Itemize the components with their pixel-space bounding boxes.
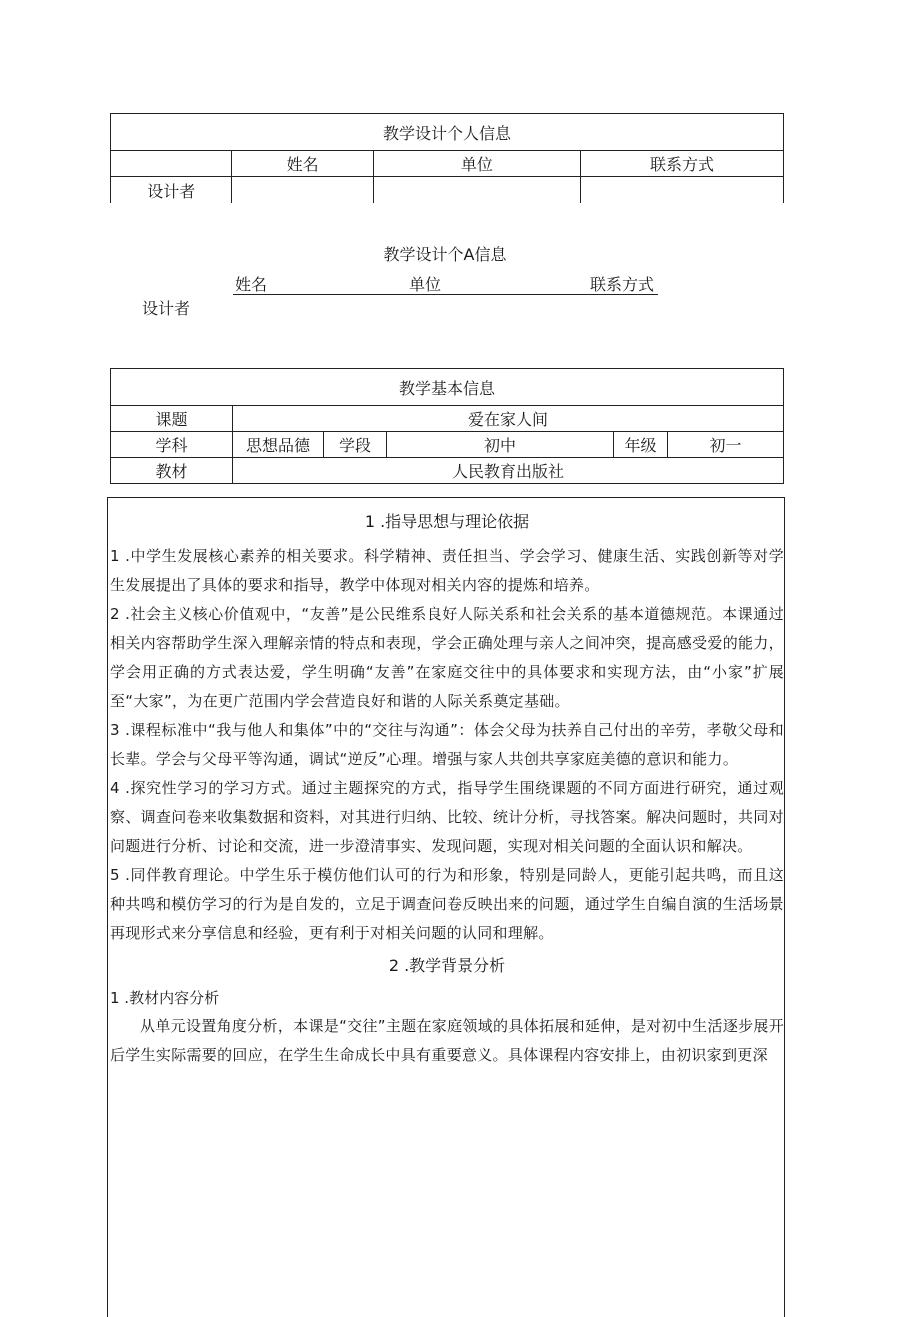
subject-label: 学科	[111, 432, 233, 458]
header-name: 姓名	[232, 151, 373, 177]
empty-header-cell	[111, 151, 232, 177]
header-contact: 联系方式	[580, 151, 783, 177]
grade-label: 年级	[614, 432, 668, 458]
designer-name-cell	[232, 177, 373, 204]
section1-paragraph-3: 3 .课程标准中“我与他人和集体”中的“交往与沟通”：体会父母为扶养自己付出的辛劳，孝敬父母和长辈。学会与父母平等沟通，调试“逆反”心理。增强与家人共创共享家庭美德的意识和能力。	[110, 721, 784, 768]
grade-value: 初一	[668, 432, 784, 458]
plain-header-contact: 联系方式	[590, 275, 655, 294]
plain-header-name: 姓名	[235, 275, 268, 294]
section1-heading: 1 .指导思想与理论依据	[364, 512, 530, 531]
personal-info-plain	[0, 240, 920, 320]
topic-value: 爱在家人间	[233, 406, 784, 432]
section2-subheading: 1 .教材内容分析	[110, 989, 220, 1007]
content-box	[107, 497, 785, 1317]
section2-heading: 2 .教学背景分析	[388, 956, 506, 975]
designer-contact-cell	[580, 177, 783, 204]
section1-paragraph-4: 4 .探究性学习的学习方式。通过主题探究的方式，指导学生围绕课题的不同方面进行研究，通过观察、调查问卷来收集数据和资料，对其进行归纳、比较、统计分析，寻找答案。解决问题时，共同对问题进行分析、讨论和交流，进一步澄清事实、发现问题，实现对相关问题的全面认识和解决。	[110, 779, 784, 855]
personal-info-title: 教学设计个人信息	[111, 114, 784, 151]
basic-info-title: 教学基本信息	[111, 369, 784, 406]
personal-info-plain-title: 教学设计个A信息	[383, 245, 507, 264]
stage-label: 学段	[324, 432, 387, 458]
section2-paragraph: 从单元设置角度分析，本课是“交往”主题在家庭领域的具体拓展和延伸，是对初中生活逐步展开后学生实际需要的回应，在学生生命成长中具有重要意义。具体课程内容安排上，由初识家到更深	[110, 1017, 784, 1064]
plain-designer-label: 设计者	[142, 299, 191, 318]
section1-paragraph-1: 1 .中学生发展核心素养的相关要求。科学精神、责任担当、学会学习、健康生活、实践创新等对学生发展提出了具体的要求和指导，教学中体现对相关内容的提炼和培养。	[110, 547, 784, 594]
designer-label: 设计者	[111, 177, 232, 204]
section1-paragraph-2: 2 .社会主义核心价值观中，“友善”是公民维系良好人际关系和社会关系的基本道德规范。本课通过相关内容帮助学生深入理解亲情的特点和表现，学会正确处理与亲人之间冲突，提高感受爱的能力，学会用正确的方式表达爱，学生明确“友善”在家庭交往中的具体要求和实现方法，由“小家”扩展至“大家”，为在更广范围内学会营造良好和谐的人际关系奠定基础。	[110, 605, 784, 710]
personal-info-plain-header	[233, 272, 658, 295]
subject-value: 思想品德	[233, 432, 324, 458]
textbook-label: 教材	[111, 458, 233, 484]
stage-value: 初中	[387, 432, 614, 458]
plain-header-unit: 单位	[409, 275, 442, 294]
basic-info-table	[110, 368, 784, 484]
header-unit: 单位	[373, 151, 580, 177]
topic-label: 课题	[111, 406, 233, 432]
section1-paragraph-5: 5 .同伴教育理论。中学生乐于模仿他们认可的行为和形象，特别是同龄人，更能引起共鸣，而且这种共鸣和模仿学习的行为是自发的，立足于调查问卷反映出来的问题，通过学生自编自演的生活场景再现形式来分享信息和经验，更有利于对相关问题的认同和理解。	[110, 866, 784, 942]
personal-info-table	[110, 113, 784, 203]
designer-unit-cell	[373, 177, 580, 204]
textbook-value: 人民教育出版社	[233, 458, 784, 484]
